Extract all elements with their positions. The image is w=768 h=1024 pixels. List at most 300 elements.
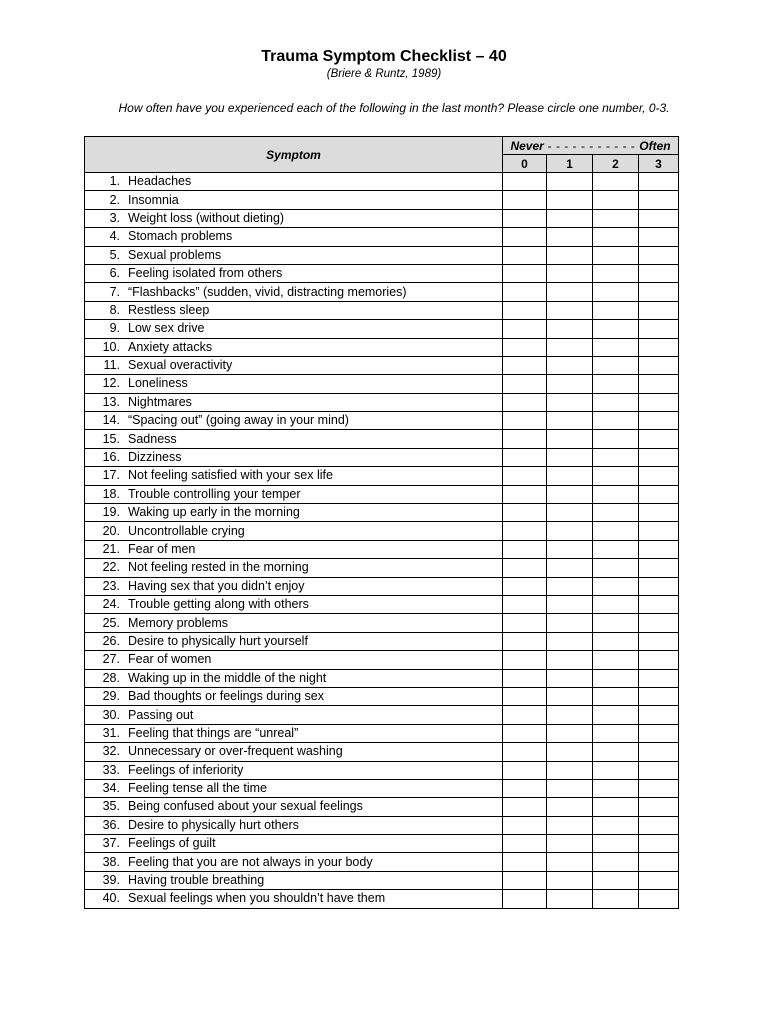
- rating-cell-3[interactable]: [639, 761, 679, 779]
- rating-cell-2[interactable]: [593, 706, 639, 724]
- rating-cell-3[interactable]: [639, 614, 679, 632]
- symptom-number: 4.: [109, 229, 120, 244]
- rating-cell-1[interactable]: [547, 835, 593, 853]
- rating-cell-0[interactable]: [503, 595, 547, 613]
- rating-cell-2[interactable]: [593, 687, 639, 705]
- symptom-row: [85, 173, 679, 191]
- symptom-cell: [85, 191, 503, 209]
- symptom-number: 9.: [109, 321, 120, 336]
- rating-cell-3[interactable]: [639, 504, 679, 522]
- symptom-cell: [85, 853, 503, 871]
- rating-cell-2[interactable]: [593, 724, 639, 742]
- symptom-number: 2.: [109, 192, 120, 207]
- rating-cell-3[interactable]: [639, 687, 679, 705]
- rating-cell-2[interactable]: [593, 559, 639, 577]
- rating-cell-2[interactable]: [593, 228, 639, 246]
- symptom-text: Nightmares: [128, 394, 192, 409]
- symptom-text: Trouble getting along with others: [128, 597, 309, 612]
- rating-cell-3[interactable]: [639, 651, 679, 669]
- symptom-text: Waking up early in the morning: [128, 505, 300, 520]
- rating-cell-1[interactable]: [547, 430, 593, 448]
- rating-cell-1[interactable]: [547, 283, 593, 301]
- symptom-text: Not feeling rested in the morning: [128, 560, 309, 575]
- symptom-cell: [85, 706, 503, 724]
- symptom-number: 37.: [102, 836, 120, 851]
- rating-cell-3[interactable]: [639, 246, 679, 264]
- rating-cell-0[interactable]: [503, 448, 547, 466]
- symptom-row: [85, 412, 679, 430]
- rating-cell-3[interactable]: [639, 264, 679, 282]
- symptom-row: [85, 467, 679, 485]
- rating-cell-3[interactable]: [639, 540, 679, 558]
- rating-cell-1[interactable]: [547, 706, 593, 724]
- symptom-cell: [85, 246, 503, 264]
- symptom-number: 32.: [102, 744, 120, 759]
- rating-cell-3[interactable]: [639, 816, 679, 834]
- rating-cell-1[interactable]: [547, 393, 593, 411]
- rating-cell-3[interactable]: [639, 191, 679, 209]
- rating-cell-1[interactable]: [547, 448, 593, 466]
- symptom-text: Having trouble breathing: [128, 873, 265, 888]
- rating-cell-2[interactable]: [593, 779, 639, 797]
- rating-cell-0[interactable]: [503, 651, 547, 669]
- rating-cell-1[interactable]: [547, 853, 593, 871]
- rating-cell-3[interactable]: [639, 871, 679, 889]
- rating-cell-0[interactable]: [503, 191, 547, 209]
- symptom-row: [85, 779, 679, 797]
- rating-cell-2[interactable]: [593, 669, 639, 687]
- symptom-cell: [85, 559, 503, 577]
- symptom-text: Having sex that you didn’t enjoy: [128, 578, 305, 593]
- symptom-number: 14.: [102, 413, 120, 428]
- symptom-row: [85, 890, 679, 908]
- symptom-number: 27.: [102, 652, 120, 667]
- rating-cell-0[interactable]: [503, 743, 547, 761]
- symptom-text: Fear of men: [128, 542, 196, 556]
- rating-cell-3[interactable]: [639, 706, 679, 724]
- rating-cell-1[interactable]: [547, 890, 593, 908]
- rating-cell-3[interactable]: [639, 209, 679, 227]
- rating-cell-2[interactable]: [593, 485, 639, 503]
- rating-cell-3[interactable]: [639, 577, 679, 595]
- symptom-number: 35.: [102, 799, 120, 814]
- symptom-row: [85, 522, 679, 540]
- symptom-row: [85, 430, 679, 448]
- rating-cell-3[interactable]: [639, 669, 679, 687]
- rating-cell-0[interactable]: [503, 228, 547, 246]
- rating-cell-1[interactable]: [547, 301, 593, 319]
- rating-cell-2[interactable]: [593, 651, 639, 669]
- rating-cell-0[interactable]: [503, 871, 547, 889]
- frequency-scale-header: [503, 137, 679, 155]
- rating-cell-0[interactable]: [503, 356, 547, 374]
- rating-cell-0[interactable]: [503, 706, 547, 724]
- rating-cell-1[interactable]: [547, 761, 593, 779]
- symptom-text: Anxiety attacks: [128, 339, 213, 354]
- symptom-cell: [85, 614, 503, 632]
- rating-cell-0[interactable]: [503, 522, 547, 540]
- symptom-number: 40.: [102, 891, 120, 906]
- symptom-cell: [85, 522, 503, 540]
- symptom-cell: [85, 816, 503, 834]
- symptom-cell: [85, 320, 503, 338]
- symptom-number: 17.: [102, 468, 120, 483]
- symptom-column-header: Symptom: [85, 137, 503, 173]
- symptom-cell: [85, 798, 503, 816]
- symptom-row: [85, 338, 679, 356]
- symptom-number: 39.: [102, 873, 120, 888]
- symptom-row: [85, 209, 679, 227]
- rating-cell-2[interactable]: [593, 375, 639, 393]
- rating-cell-2[interactable]: [593, 467, 639, 485]
- symptom-number: 33.: [102, 762, 120, 777]
- symptom-number: 15.: [102, 431, 120, 446]
- page-title: Trauma Symptom Checklist – 40: [261, 48, 507, 65]
- rating-cell-2[interactable]: [593, 448, 639, 466]
- symptom-cell: [85, 779, 503, 797]
- symptom-text: Loneliness: [128, 376, 188, 391]
- rating-cell-1[interactable]: [547, 743, 593, 761]
- rating-cell-2[interactable]: [593, 264, 639, 282]
- rating-cell-3[interactable]: [639, 485, 679, 503]
- symptom-text: Sadness: [128, 431, 177, 446]
- symptom-row: [85, 798, 679, 816]
- rating-cell-1[interactable]: [547, 191, 593, 209]
- symptom-number: 31.: [102, 725, 120, 740]
- rating-cell-3[interactable]: [639, 779, 679, 797]
- rating-cell-1[interactable]: [547, 871, 593, 889]
- symptom-number: 29.: [102, 689, 120, 704]
- symptom-row: [85, 559, 679, 577]
- score-header-3: 3: [639, 155, 679, 173]
- rating-cell-1[interactable]: [547, 485, 593, 503]
- symptom-row: [85, 651, 679, 669]
- header-row: [85, 137, 679, 155]
- symptom-row: [85, 816, 679, 834]
- rating-cell-0[interactable]: [503, 320, 547, 338]
- rating-cell-1[interactable]: [547, 504, 593, 522]
- rating-cell-0[interactable]: [503, 853, 547, 871]
- symptom-text: Waking up in the middle of the night: [128, 670, 327, 685]
- rating-cell-0[interactable]: [503, 485, 547, 503]
- symptom-text: Desire to physically hurt yourself: [128, 633, 308, 648]
- rating-cell-0[interactable]: [503, 540, 547, 558]
- symptom-cell: [85, 504, 503, 522]
- rating-cell-0[interactable]: [503, 504, 547, 522]
- symptom-number: 24.: [102, 597, 120, 612]
- symptom-number: 10.: [102, 339, 120, 354]
- symptom-row: [85, 595, 679, 613]
- rating-cell-2[interactable]: [593, 393, 639, 411]
- rating-cell-3[interactable]: [639, 798, 679, 816]
- rating-cell-0[interactable]: [503, 430, 547, 448]
- rating-cell-1[interactable]: [547, 356, 593, 374]
- symptom-number: 13.: [102, 394, 120, 409]
- rating-cell-2[interactable]: [593, 320, 639, 338]
- rating-cell-3[interactable]: [639, 559, 679, 577]
- symptom-number: 19.: [102, 505, 120, 520]
- rating-cell-3[interactable]: [639, 301, 679, 319]
- rating-cell-2[interactable]: [593, 338, 639, 356]
- rating-cell-1[interactable]: [547, 632, 593, 650]
- score-header-0: 0: [503, 155, 547, 173]
- rating-cell-2[interactable]: [593, 540, 639, 558]
- symptom-cell: [85, 687, 503, 705]
- citation: (Briere & Runtz, 1989): [326, 68, 442, 80]
- symptom-number: 25.: [102, 615, 120, 630]
- symptom-cell: [85, 283, 503, 301]
- rating-cell-1[interactable]: [547, 651, 593, 669]
- symptom-number: 34.: [102, 781, 120, 796]
- rating-cell-0[interactable]: [503, 890, 547, 908]
- rating-cell-1[interactable]: [547, 173, 593, 191]
- symptom-row: [85, 228, 679, 246]
- rating-cell-2[interactable]: [593, 430, 639, 448]
- rating-cell-3[interactable]: [639, 595, 679, 613]
- symptom-cell: [85, 669, 503, 687]
- symptom-cell: [85, 264, 503, 282]
- symptom-text: Feeling that you are not always in your body: [128, 854, 373, 869]
- symptom-text: Feelings of guilt: [128, 836, 216, 851]
- symptom-text: Unnecessary or over-frequent washing: [128, 744, 343, 759]
- symptom-cell: [85, 356, 503, 374]
- symptom-row: [85, 835, 679, 853]
- rating-cell-3[interactable]: [639, 890, 679, 908]
- rating-cell-0[interactable]: [503, 283, 547, 301]
- rating-cell-0[interactable]: [503, 301, 547, 319]
- symptom-cell: [85, 301, 503, 319]
- rating-cell-0[interactable]: [503, 724, 547, 742]
- symptom-number: 36.: [102, 817, 120, 832]
- rating-cell-2[interactable]: [593, 173, 639, 191]
- rating-cell-1[interactable]: [547, 338, 593, 356]
- rating-cell-3[interactable]: [639, 632, 679, 650]
- symptom-cell: [85, 743, 503, 761]
- rating-cell-3[interactable]: [639, 412, 679, 430]
- symptom-text: Insomnia: [128, 192, 179, 207]
- symptom-cell: [85, 338, 503, 356]
- symptom-cell: [85, 540, 503, 558]
- symptom-row: [85, 301, 679, 319]
- symptom-row: [85, 853, 679, 871]
- rating-cell-3[interactable]: [639, 853, 679, 871]
- rating-cell-0[interactable]: [503, 669, 547, 687]
- symptom-cell: [85, 761, 503, 779]
- rating-cell-0[interactable]: [503, 779, 547, 797]
- symptom-list: [85, 173, 679, 909]
- rating-cell-0[interactable]: [503, 375, 547, 393]
- rating-cell-3[interactable]: [639, 320, 679, 338]
- symptom-cell: [85, 485, 503, 503]
- rating-cell-1[interactable]: [547, 816, 593, 834]
- rating-cell-0[interactable]: [503, 614, 547, 632]
- rating-cell-1[interactable]: [547, 687, 593, 705]
- symptom-number: 23.: [102, 578, 120, 593]
- rating-cell-3[interactable]: [639, 522, 679, 540]
- symptom-number: 1.: [109, 174, 120, 189]
- rating-cell-2[interactable]: [593, 504, 639, 522]
- rating-cell-1[interactable]: [547, 246, 593, 264]
- rating-cell-1[interactable]: [547, 779, 593, 797]
- rating-cell-2[interactable]: [593, 356, 639, 374]
- symptom-checklist-table: [84, 136, 679, 909]
- rating-cell-3[interactable]: [639, 375, 679, 393]
- rating-cell-3[interactable]: [639, 430, 679, 448]
- symptom-text: Feeling isolated from others: [128, 266, 283, 281]
- rating-cell-3[interactable]: [639, 356, 679, 374]
- rating-cell-3[interactable]: [639, 173, 679, 191]
- symptom-cell: [85, 393, 503, 411]
- rating-cell-0[interactable]: [503, 246, 547, 264]
- symptom-text: Desire to physically hurt others: [128, 817, 299, 832]
- symptom-row: [85, 246, 679, 264]
- rating-cell-2[interactable]: [593, 301, 639, 319]
- rating-cell-0[interactable]: [503, 173, 547, 191]
- rating-cell-0[interactable]: [503, 816, 547, 834]
- rating-cell-0[interactable]: [503, 467, 547, 485]
- symptom-text: Fear of women: [128, 652, 212, 667]
- rating-cell-3[interactable]: [639, 283, 679, 301]
- rating-cell-1[interactable]: [547, 614, 593, 632]
- rating-cell-0[interactable]: [503, 559, 547, 577]
- rating-cell-2[interactable]: [593, 209, 639, 227]
- symptom-cell: [85, 467, 503, 485]
- rating-cell-0[interactable]: [503, 577, 547, 595]
- rating-cell-0[interactable]: [503, 687, 547, 705]
- rating-cell-2[interactable]: [593, 614, 639, 632]
- symptom-text: Restless sleep: [128, 302, 210, 317]
- rating-cell-3[interactable]: [639, 835, 679, 853]
- rating-cell-0[interactable]: [503, 798, 547, 816]
- rating-cell-0[interactable]: [503, 209, 547, 227]
- symptom-cell: [85, 871, 503, 889]
- symptom-number: 22.: [102, 560, 120, 575]
- symptom-text: Sexual overactivity: [128, 358, 233, 373]
- rating-cell-1[interactable]: [547, 540, 593, 558]
- symptom-cell: [85, 890, 503, 908]
- rating-cell-2[interactable]: [593, 412, 639, 430]
- rating-cell-0[interactable]: [503, 393, 547, 411]
- rating-cell-0[interactable]: [503, 761, 547, 779]
- rating-cell-1[interactable]: [547, 264, 593, 282]
- symptom-row: [85, 375, 679, 393]
- rating-cell-3[interactable]: [639, 448, 679, 466]
- rating-cell-3[interactable]: [639, 724, 679, 742]
- rating-cell-0[interactable]: [503, 264, 547, 282]
- rating-cell-0[interactable]: [503, 412, 547, 430]
- symptom-number: 12.: [102, 376, 120, 391]
- symptom-row: [85, 540, 679, 558]
- rating-cell-0[interactable]: [503, 338, 547, 356]
- rating-cell-0[interactable]: [503, 632, 547, 650]
- rating-cell-1[interactable]: [547, 522, 593, 540]
- rating-cell-2[interactable]: [593, 283, 639, 301]
- symptom-text: Bad thoughts or feelings during sex: [128, 689, 324, 704]
- symptom-number: 7.: [109, 284, 120, 299]
- rating-cell-2[interactable]: [593, 853, 639, 871]
- symptom-number: 16.: [102, 450, 120, 465]
- rating-cell-1[interactable]: [547, 724, 593, 742]
- score-header-2: 2: [593, 155, 639, 173]
- symptom-text: Low sex drive: [128, 321, 205, 336]
- symptom-text: Headaches: [128, 174, 192, 189]
- symptom-row: [85, 871, 679, 889]
- symptom-cell: [85, 724, 503, 742]
- symptom-number: 8.: [109, 302, 120, 317]
- rating-cell-1[interactable]: [547, 669, 593, 687]
- rating-cell-1[interactable]: [547, 559, 593, 577]
- symptom-text: Feelings of inferiority: [128, 762, 244, 777]
- rating-cell-3[interactable]: [639, 393, 679, 411]
- rating-cell-2[interactable]: [593, 816, 639, 834]
- symptom-row: [85, 504, 679, 522]
- rating-cell-3[interactable]: [639, 743, 679, 761]
- rating-cell-2[interactable]: [593, 890, 639, 908]
- rating-cell-1[interactable]: [547, 412, 593, 430]
- rating-cell-0[interactable]: [503, 835, 547, 853]
- symptom-number: 28.: [102, 670, 120, 685]
- symptom-cell: [85, 430, 503, 448]
- symptom-cell: [85, 595, 503, 613]
- rating-cell-2[interactable]: [593, 632, 639, 650]
- rating-cell-1[interactable]: [547, 228, 593, 246]
- rating-cell-2[interactable]: [593, 522, 639, 540]
- rating-cell-1[interactable]: [547, 467, 593, 485]
- rating-cell-2[interactable]: [593, 835, 639, 853]
- symptom-cell: [85, 448, 503, 466]
- symptom-text: Dizziness: [128, 450, 182, 465]
- symptom-cell: [85, 412, 503, 430]
- symptom-row: [85, 743, 679, 761]
- rating-cell-3[interactable]: [639, 338, 679, 356]
- symptom-cell: [85, 577, 503, 595]
- rating-cell-2[interactable]: [593, 595, 639, 613]
- symptom-text: Uncontrollable crying: [128, 523, 245, 538]
- symptom-row: [85, 632, 679, 650]
- symptom-text: Trouble controlling your temper: [128, 486, 301, 501]
- rating-cell-1[interactable]: [547, 320, 593, 338]
- symptom-number: 20.: [102, 523, 120, 538]
- symptom-row: [85, 724, 679, 742]
- rating-cell-2[interactable]: [593, 191, 639, 209]
- rating-cell-2[interactable]: [593, 761, 639, 779]
- symptom-number: 21.: [102, 542, 120, 556]
- symptom-row: [85, 706, 679, 724]
- symptom-row: [85, 191, 679, 209]
- rating-cell-3[interactable]: [639, 467, 679, 485]
- symptom-text: Sexual problems: [128, 247, 222, 262]
- rating-cell-1[interactable]: [547, 209, 593, 227]
- scale-never-label: Never: [510, 138, 544, 153]
- rating-cell-3[interactable]: [639, 228, 679, 246]
- symptom-number: 38.: [102, 854, 120, 869]
- rating-cell-1[interactable]: [547, 577, 593, 595]
- scale-dashes: - - - - - - - - - - -: [543, 138, 640, 153]
- symptom-text: Feeling tense all the time: [128, 781, 267, 796]
- symptom-row: [85, 264, 679, 282]
- rating-cell-2[interactable]: [593, 577, 639, 595]
- rating-cell-2[interactable]: [593, 246, 639, 264]
- rating-cell-2[interactable]: [593, 798, 639, 816]
- rating-cell-2[interactable]: [593, 743, 639, 761]
- rating-cell-1[interactable]: [547, 595, 593, 613]
- rating-cell-1[interactable]: [547, 375, 593, 393]
- rating-cell-2[interactable]: [593, 871, 639, 889]
- symptom-text: Stomach problems: [128, 229, 233, 244]
- rating-cell-1[interactable]: [547, 798, 593, 816]
- symptom-row: [85, 577, 679, 595]
- symptom-number: 30.: [102, 707, 120, 722]
